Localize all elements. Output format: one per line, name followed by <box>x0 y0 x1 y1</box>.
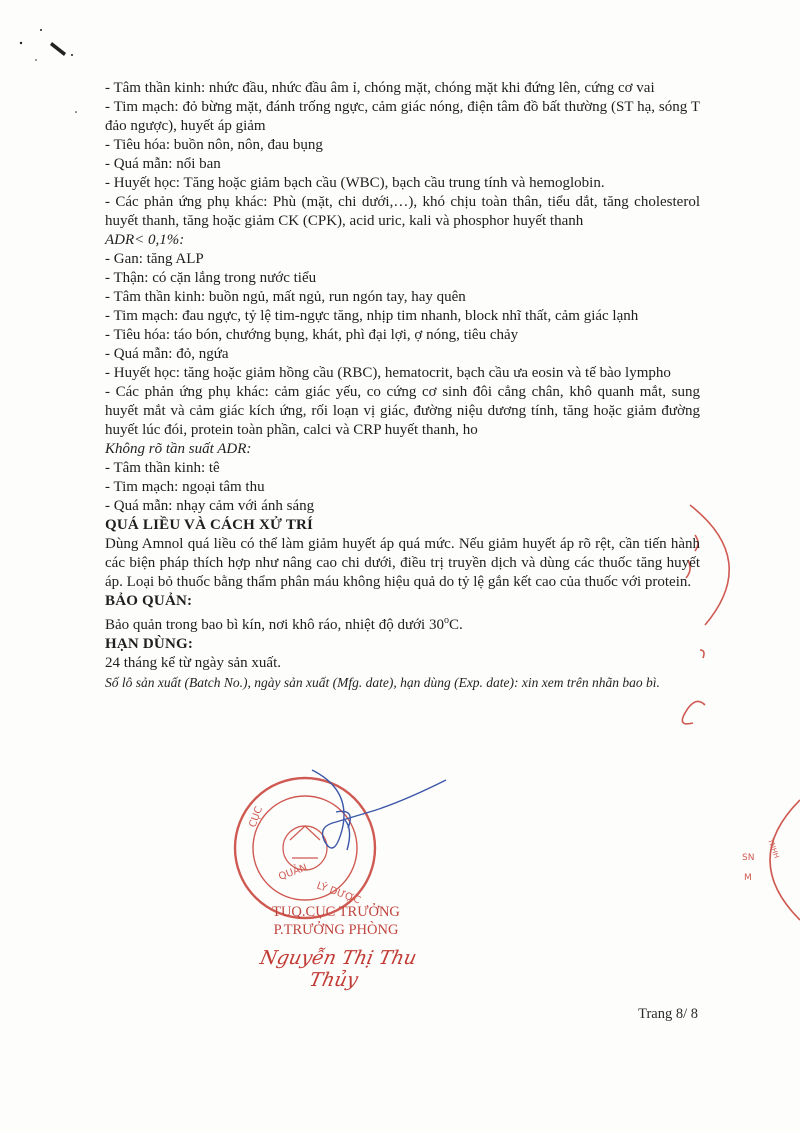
adr-line: - Tâm thần kinh: tê <box>105 460 220 476</box>
adr-line: - Quá mẫn: nhạy cảm với ánh sáng <box>105 498 315 514</box>
degree-mark: o <box>443 615 449 626</box>
stamp-partial-right-lower <box>742 800 800 920</box>
adr-line: - Các phản ứng phụ khác: cảm giác yếu, co cứng cơ sinh đôi cẳng chân, khô quanh mắt, sung huyết mắt và cảm giác kích ứng, rối loạn vị giác, đường niệu dương tính, tăng hoặc giảm đường huyết lúc đói, protein toàn phần, calci và CRP huyết thanh, ho <box>105 384 700 438</box>
adr-line: - Tâm thần kinh: nhức đầu, nhức đầu âm ỉ, chóng mặt, chóng mặt khi đứng lên, cứng cơ vai <box>105 80 655 96</box>
adr-line: - Huyết học: Tăng hoặc giảm bạch cầu (WBC), bạch cầu trung tính và hemoglobin. <box>105 175 605 191</box>
batch-note: Số lô sản xuất (Batch No.), ngày sản xuất (Mfg. date), hạn dùng (Exp. date): xin xem trên nhãn bao bì. <box>105 675 660 690</box>
document-body <box>105 79 700 692</box>
svg-text:M: M <box>744 873 752 883</box>
storage-body-text: Bảo quản trong bao bì kín, nơi khô ráo, nhiệt độ dưới 30 <box>105 617 444 633</box>
adr-line: - Tiêu hóa: táo bón, chướng bụng, khát, phì đại lợi, ợ nóng, tiêu chảy <box>105 327 519 343</box>
svg-text:SN: SN <box>742 853 755 863</box>
adr-line: - Tim mạch: đau ngực, tỷ lệ tim-ngực tăng, nhịp tim nhanh, block nhĩ thất, cảm giác lạnh <box>105 308 639 324</box>
adr-line: - Tim mạch: đỏ bừng mặt, đánh trống ngực, cảm giác nóng, điện tâm đồ bất thường (ST hạ, sóng T đảo ngược), huyết áp giảm <box>105 99 700 134</box>
stamp-round <box>235 778 375 918</box>
storage-body-unit: C. <box>448 617 463 633</box>
adr-line: - Gan: tăng ALP <box>105 251 204 267</box>
signature-subtitle: P.TRƯỞNG PHÒNG <box>273 922 399 938</box>
overdose-heading: QUÁ LIỀU VÀ CÁCH XỬ TRÍ <box>105 517 314 533</box>
adr-line: - Quá mẫn: nổi ban <box>105 156 221 172</box>
svg-text:LÝ DƯỢC: LÝ DƯỢC <box>314 880 362 907</box>
adr-frequency-heading: Không rõ tần suất ADR: <box>105 441 252 457</box>
expiry-body: 24 tháng kể từ ngày sản xuất. <box>105 655 282 671</box>
adr-line: - Các phản ứng phụ khác: Phù (mặt, chi dưới,…), khó chịu toàn thân, tiểu dắt, tăng cholesterol huyết thanh, tăng hoặc giảm CK (CPK), acid uric, kali và phosphor huyết thanh <box>105 194 700 229</box>
adr-line: - Tiêu hóa: buồn nôn, nôn, đau bụng <box>105 137 323 153</box>
signature-title: TUQ.CỤC TRƯỞNG <box>272 904 400 920</box>
storage-body <box>105 611 700 635</box>
page-number: Trang 8/ 8 <box>638 1006 698 1022</box>
adr-line: - Tim mạch: ngoại tâm thu <box>105 479 265 495</box>
adr-line: - Huyết học: tăng hoặc giảm hồng cầu (RBC), hematocrit, bạch cầu ưa eosin và tế bào lympho <box>105 365 671 381</box>
expiry-heading: HẠN DÙNG: <box>105 636 194 652</box>
adr-line: - Quá mẫn: đỏ, ngứa <box>105 346 229 362</box>
adr-frequency-heading: ADR< 0,1%: <box>105 232 185 248</box>
storage-heading: BẢO QUẢN: <box>105 593 193 609</box>
scan-specks <box>20 29 77 113</box>
svg-text:TNHH: TNHH <box>766 837 781 860</box>
adr-line: - Tâm thần kinh: buồn ngủ, mất ngủ, run ngón tay, hay quên <box>105 289 466 305</box>
adr-line: - Thận: có cặn lắng trong nước tiểu <box>105 270 317 286</box>
adr-list <box>105 79 700 516</box>
signature-stroke <box>312 770 446 850</box>
overdose-body: Dùng Amnol quá liều có thể làm giảm huyết áp quá mức. Nếu giảm huyết áp rõ rệt, cần tiến hành các biện pháp thích hợp như nâng cao chi dưới, điều trị truyền dịch và dùng các thuốc tăng huyết áp. Loại bỏ thuốc bằng thẩm phân máu không hiệu quả do tỷ lệ gắn kết cao của thuốc với protein. <box>105 536 700 590</box>
signature-name: Nguyễn Thị Thu Thủy <box>258 947 419 991</box>
svg-text:CỤC: CỤC <box>247 805 266 830</box>
signature-block <box>236 903 436 991</box>
svg-text:QUẢN: QUẢN <box>277 862 309 883</box>
